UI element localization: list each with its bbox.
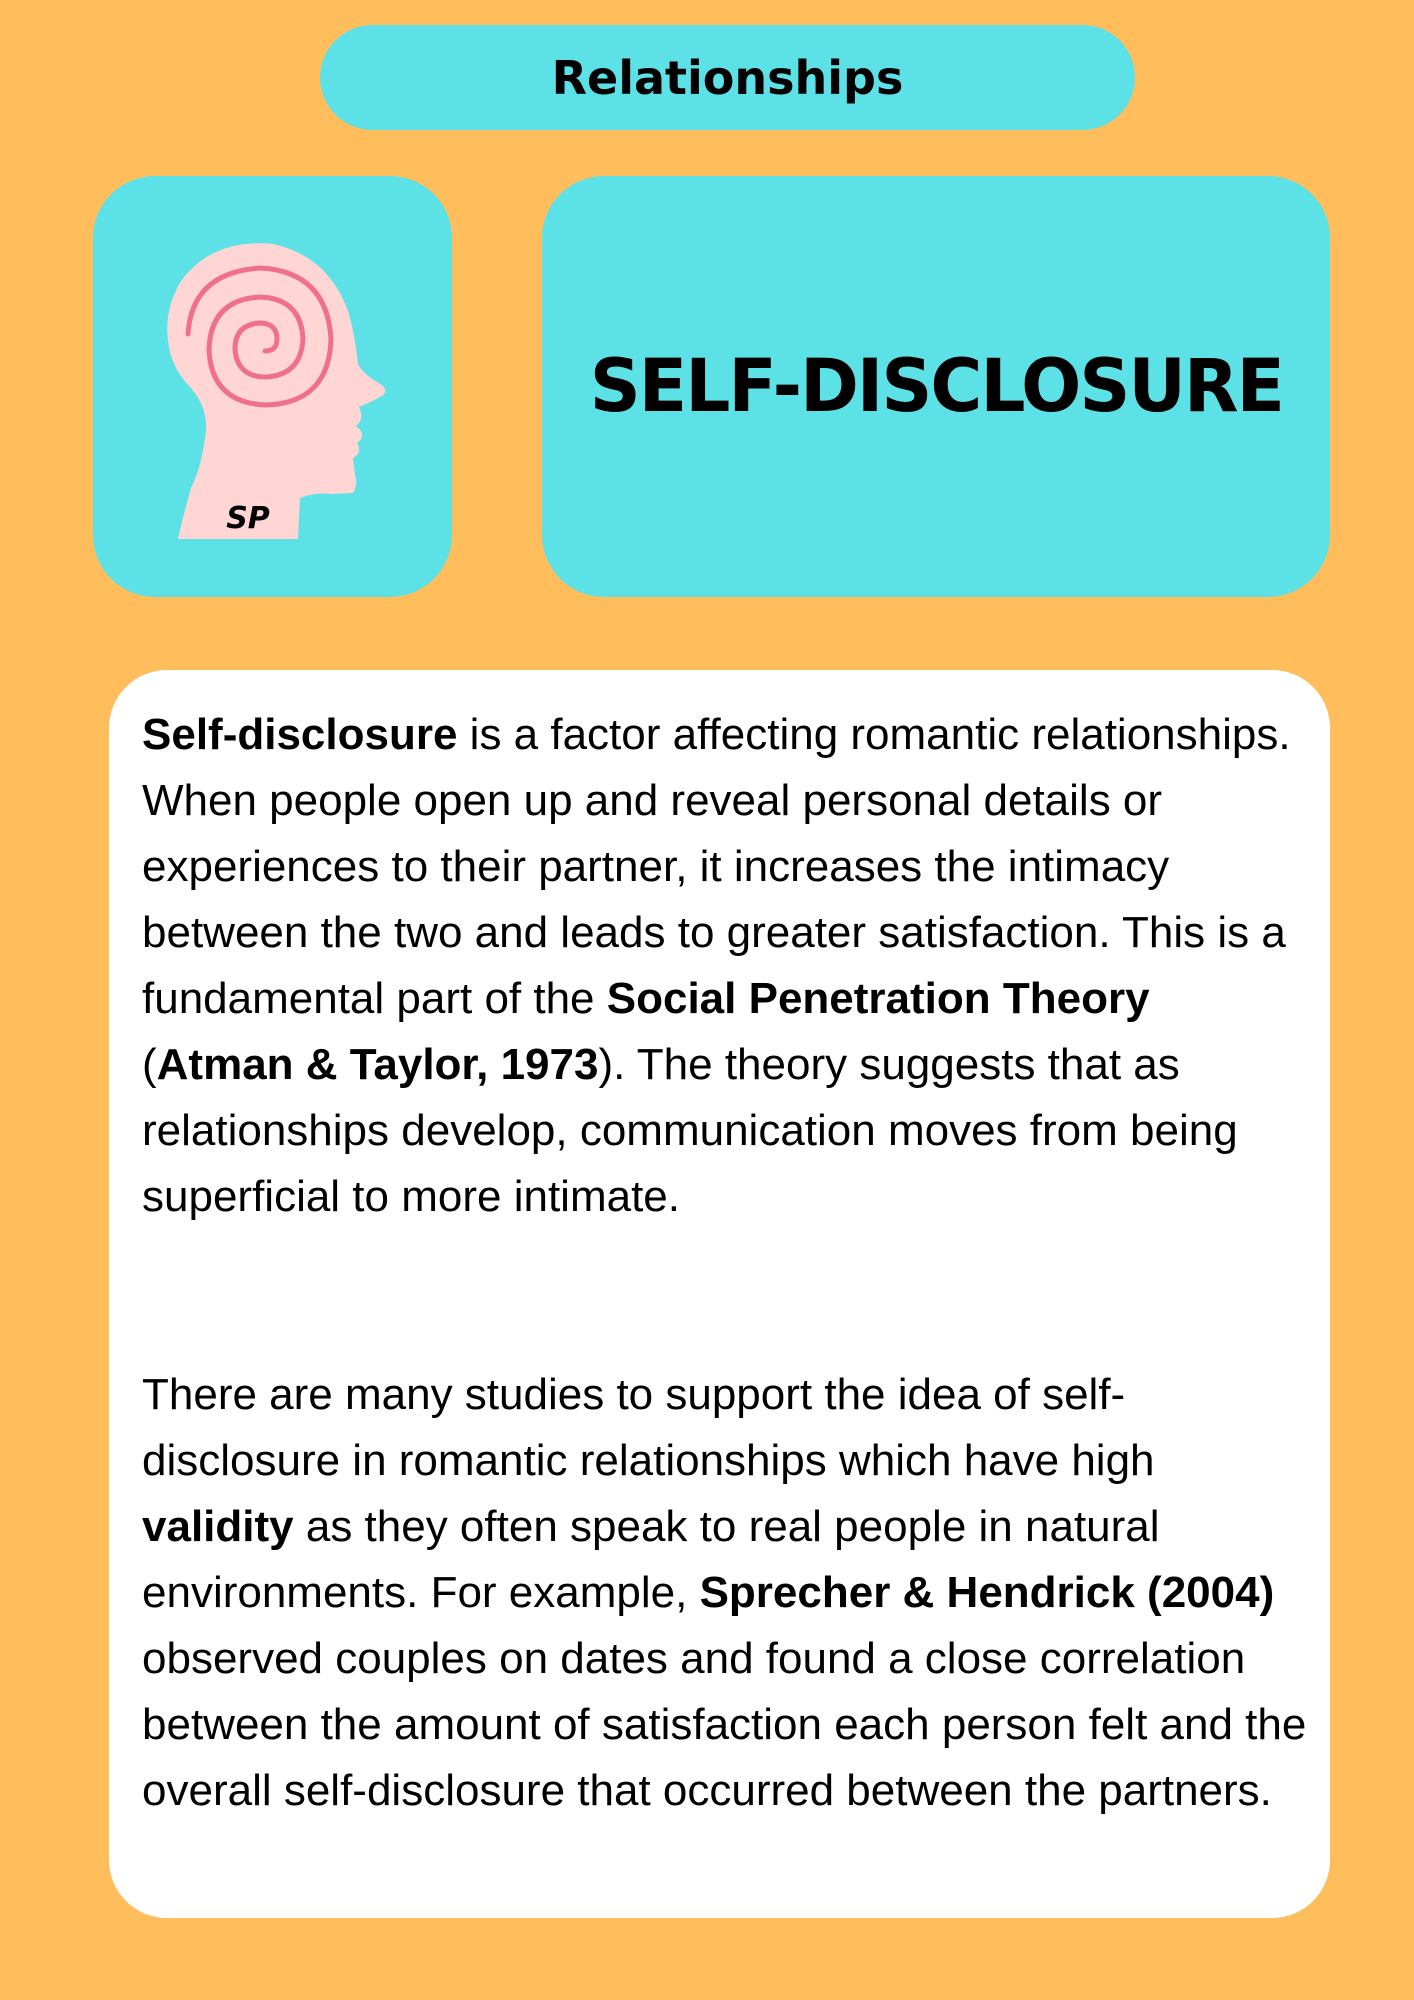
- head-spiral-icon: [93, 176, 452, 597]
- logo-card: [93, 176, 452, 597]
- content-panel: [109, 670, 1330, 1918]
- citation-sprecher-hendrick: Sprecher & Hendrick (2004): [699, 1568, 1275, 1617]
- title-card: [542, 176, 1330, 597]
- head-silhouette: [167, 243, 385, 539]
- term-validity: validity: [142, 1502, 294, 1551]
- term-self-disclosure: Self-disclosure: [142, 710, 458, 759]
- theory-name: Social Penetration Theory: [606, 974, 1150, 1023]
- category-label: Relationships: [551, 50, 904, 105]
- logo-text: SP: [226, 501, 270, 536]
- paragraph-intro: Self-disclosure is a factor affecting romantic relationships. When people open up and reveal personal details or experiences to their partner, it increases the intimacy between the two and leads to greater satisfaction. This is a fundamental part of the Social Penetration Theory (Atman & Taylor, 1973). The theory suggests that as relationships develop, communication moves from being superficial to more intimate.: [142, 710, 1291, 1221]
- citation-atman-taylor: Atman & Taylor, 1973: [156, 1040, 599, 1089]
- paragraph-evidence: There are many studies to support the idea of self-disclosure in romantic relationships which have high validity as they often speak to real people in natural environments. For example, Sprecher & Hendrick (2004) observed couples on dates and found a close correlation between the amount of satisfaction each person felt and the overall self-disclosure that occurred between the partners.: [142, 1370, 1307, 1815]
- page-title: SELF-DISCLOSURE: [589, 344, 1283, 429]
- category-pill: [320, 25, 1135, 130]
